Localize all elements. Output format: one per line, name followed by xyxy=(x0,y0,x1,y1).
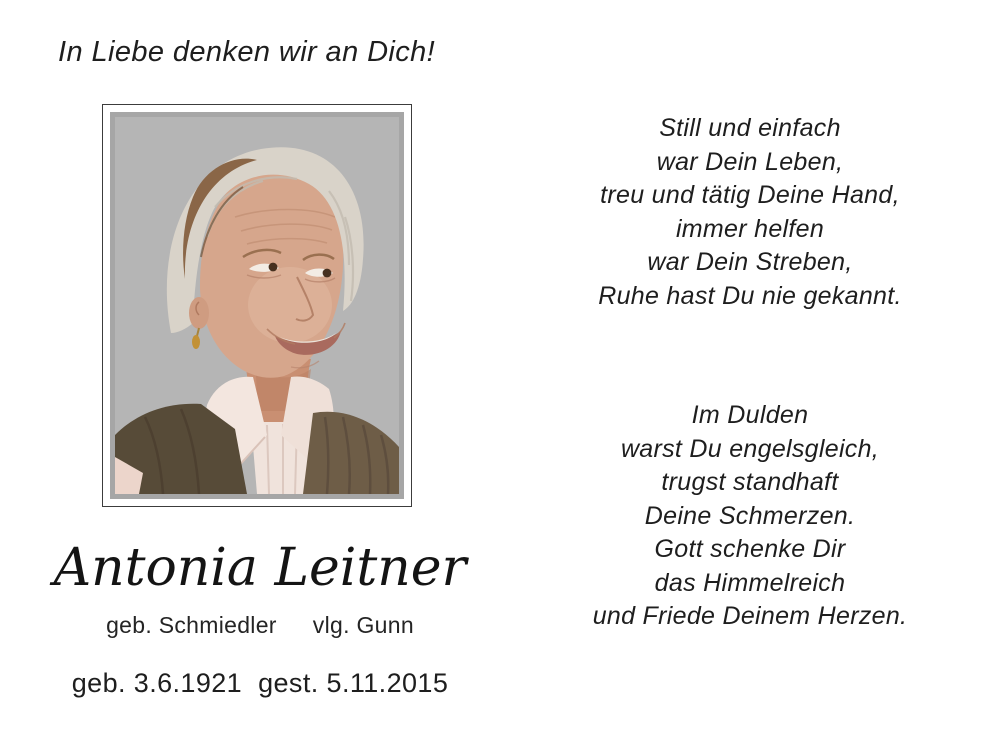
poem-line: warst Du engelsgleich, xyxy=(620,434,880,463)
photo-frame xyxy=(102,104,412,507)
poem-line: trugst standhaft xyxy=(661,468,839,496)
poem-line: war Dein Leben, xyxy=(656,147,844,176)
poem-stanza-2 xyxy=(520,399,980,634)
poem-line: treu und tätig Deine Hand, xyxy=(600,181,900,209)
poem-line: Deine Schmerzen. xyxy=(644,501,856,530)
poem-line: immer helfen xyxy=(675,214,825,243)
poem-line: Still und einfach xyxy=(659,114,841,142)
poem-line: Im Dulden xyxy=(691,401,809,429)
birth-date: geb. 3.6.1921 xyxy=(71,668,243,698)
poem-line: war Dein Streben, xyxy=(647,248,853,276)
birth-name: geb. Schmiedler xyxy=(106,612,277,638)
dates-line xyxy=(30,668,490,699)
poem-line: Ruhe hast Du nie gekannt. xyxy=(598,281,902,310)
deceased-name: Antonia Leitner xyxy=(53,538,467,598)
poem-line: das Himmelreich xyxy=(654,568,846,597)
poem-stanza-1 xyxy=(520,112,980,313)
death-date: gest. 5.11.2015 xyxy=(258,668,449,698)
poem-line: und Friede Deinem Herzen. xyxy=(592,602,908,630)
portrait-photo xyxy=(115,117,399,494)
photo-mat xyxy=(110,112,404,499)
header-dedication: In Liebe denken wir an Dich! xyxy=(58,36,436,68)
vulgo-name: vlg. Gunn xyxy=(312,612,414,638)
poem-line: Gott schenke Dir xyxy=(654,535,846,563)
birth-name-line xyxy=(30,612,490,639)
